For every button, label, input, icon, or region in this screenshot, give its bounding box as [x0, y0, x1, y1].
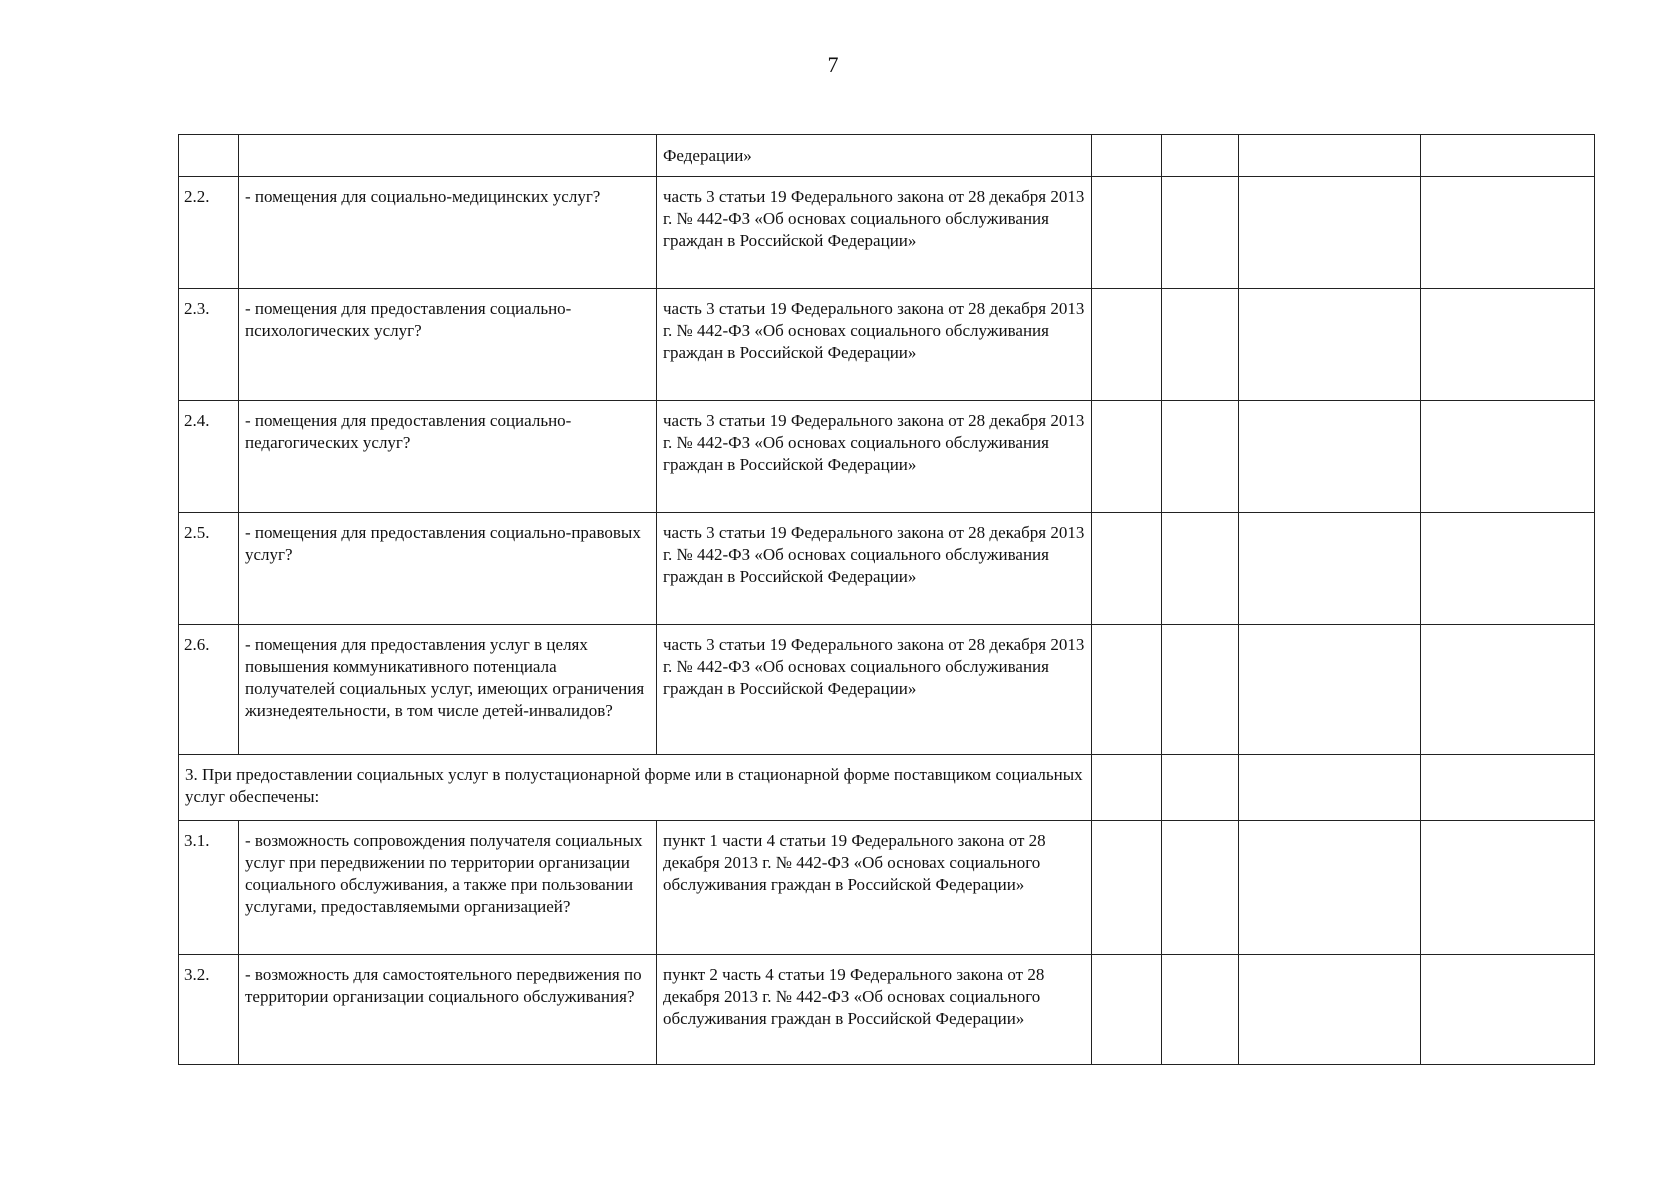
row-number: 2.2.	[179, 177, 239, 289]
legal-reference-cell: часть 3 статьи 19 Федерального закона от 28 декабря 2013 г. № 442-ФЗ «Об основах социального обслуживания граждан в Российской Федерации»	[657, 513, 1092, 625]
answer-yes-cell	[1092, 135, 1162, 177]
legal-reference-cell: пункт 1 части 4 статьи 19 Федерального закона от 28 декабря 2013 г. № 442-ФЗ «Об основах социального обслуживания граждан в Российской Федерации»	[657, 821, 1092, 955]
question-cell: - возможность для самостоятельного передвижения по территории организации социального обслуживания?	[239, 955, 657, 1065]
table-row	[179, 513, 1595, 625]
answer-yes-cell	[1092, 821, 1162, 955]
answer-yes-cell	[1092, 625, 1162, 755]
note-cell	[1421, 821, 1595, 955]
answer-no-cell	[1162, 821, 1239, 955]
answer-no-cell	[1162, 625, 1239, 755]
section-heading: 3. При предоставлении социальных услуг в полустационарной форме или в стационарной форме поставщиком социальных услуг обеспечены:	[179, 755, 1092, 821]
legal-reference-cell: часть 3 статьи 19 Федерального закона от 28 декабря 2013 г. № 442-ФЗ «Об основах социального обслуживания граждан в Российской Федерации»	[657, 289, 1092, 401]
note-cell	[1421, 289, 1595, 401]
question-cell: - помещения для социально-медицинских услуг?	[239, 177, 657, 289]
table-row	[179, 135, 1595, 177]
answer-yes-cell	[1092, 177, 1162, 289]
not-applicable-cell	[1239, 755, 1421, 821]
note-cell	[1421, 135, 1595, 177]
legal-reference-cell: часть 3 статьи 19 Федерального закона от 28 декабря 2013 г. № 442-ФЗ «Об основах социального обслуживания граждан в Российской Федерации»	[657, 401, 1092, 513]
question-cell: - помещения для предоставления услуг в целях повышения коммуникативного потенциала получателей социальных услуг, имеющих ограничения жизнедеятельности, в том числе детей-инвалидов?	[239, 625, 657, 755]
table-row	[179, 177, 1595, 289]
answer-no-cell	[1162, 401, 1239, 513]
question-cell: - возможность сопровождения получателя социальных услуг при передвижении по территории организации социального обслуживания, а также при пользовании услугами, предоставляемыми организацией?	[239, 821, 657, 955]
answer-no-cell	[1162, 955, 1239, 1065]
not-applicable-cell	[1239, 513, 1421, 625]
answer-yes-cell	[1092, 755, 1162, 821]
legal-reference-cell: пункт 2 часть 4 статьи 19 Федерального закона от 28 декабря 2013 г. № 442-ФЗ «Об основах социального обслуживания граждан в Российской Федерации»	[657, 955, 1092, 1065]
question-cell	[239, 135, 657, 177]
answer-no-cell	[1162, 755, 1239, 821]
answer-yes-cell	[1092, 955, 1162, 1065]
not-applicable-cell	[1239, 177, 1421, 289]
table-row	[179, 821, 1595, 955]
row-number: 2.6.	[179, 625, 239, 755]
question-cell: - помещения для предоставления социально-педагогических услуг?	[239, 401, 657, 513]
section-heading-row	[179, 755, 1595, 821]
row-number: 3.2.	[179, 955, 239, 1065]
legal-reference-cell: Федерации»	[657, 135, 1092, 177]
checklist-table	[178, 134, 1595, 1065]
legal-reference-cell: часть 3 статьи 19 Федерального закона от 28 декабря 2013 г. № 442-ФЗ «Об основах социального обслуживания граждан в Российской Федерации»	[657, 625, 1092, 755]
note-cell	[1421, 955, 1595, 1065]
not-applicable-cell	[1239, 625, 1421, 755]
answer-yes-cell	[1092, 401, 1162, 513]
answer-no-cell	[1162, 135, 1239, 177]
answer-no-cell	[1162, 177, 1239, 289]
answer-no-cell	[1162, 289, 1239, 401]
note-cell	[1421, 625, 1595, 755]
not-applicable-cell	[1239, 135, 1421, 177]
note-cell	[1421, 755, 1595, 821]
not-applicable-cell	[1239, 401, 1421, 513]
not-applicable-cell	[1239, 289, 1421, 401]
note-cell	[1421, 177, 1595, 289]
row-number	[179, 135, 239, 177]
table-row	[179, 625, 1595, 755]
legal-reference-cell: часть 3 статьи 19 Федерального закона от 28 декабря 2013 г. № 442-ФЗ «Об основах социального обслуживания граждан в Российской Федерации»	[657, 177, 1092, 289]
not-applicable-cell	[1239, 955, 1421, 1065]
note-cell	[1421, 513, 1595, 625]
table-row	[179, 289, 1595, 401]
table-row	[179, 955, 1595, 1065]
not-applicable-cell	[1239, 821, 1421, 955]
answer-yes-cell	[1092, 513, 1162, 625]
question-cell: - помещения для предоставления социально-правовых услуг?	[239, 513, 657, 625]
page-number: 7	[827, 52, 839, 77]
table-row	[179, 401, 1595, 513]
row-number: 2.4.	[179, 401, 239, 513]
question-cell: - помещения для предоставления социально-психологических услуг?	[239, 289, 657, 401]
row-number: 3.1.	[179, 821, 239, 955]
answer-yes-cell	[1092, 289, 1162, 401]
answer-no-cell	[1162, 513, 1239, 625]
note-cell	[1421, 401, 1595, 513]
row-number: 2.3.	[179, 289, 239, 401]
row-number: 2.5.	[179, 513, 239, 625]
